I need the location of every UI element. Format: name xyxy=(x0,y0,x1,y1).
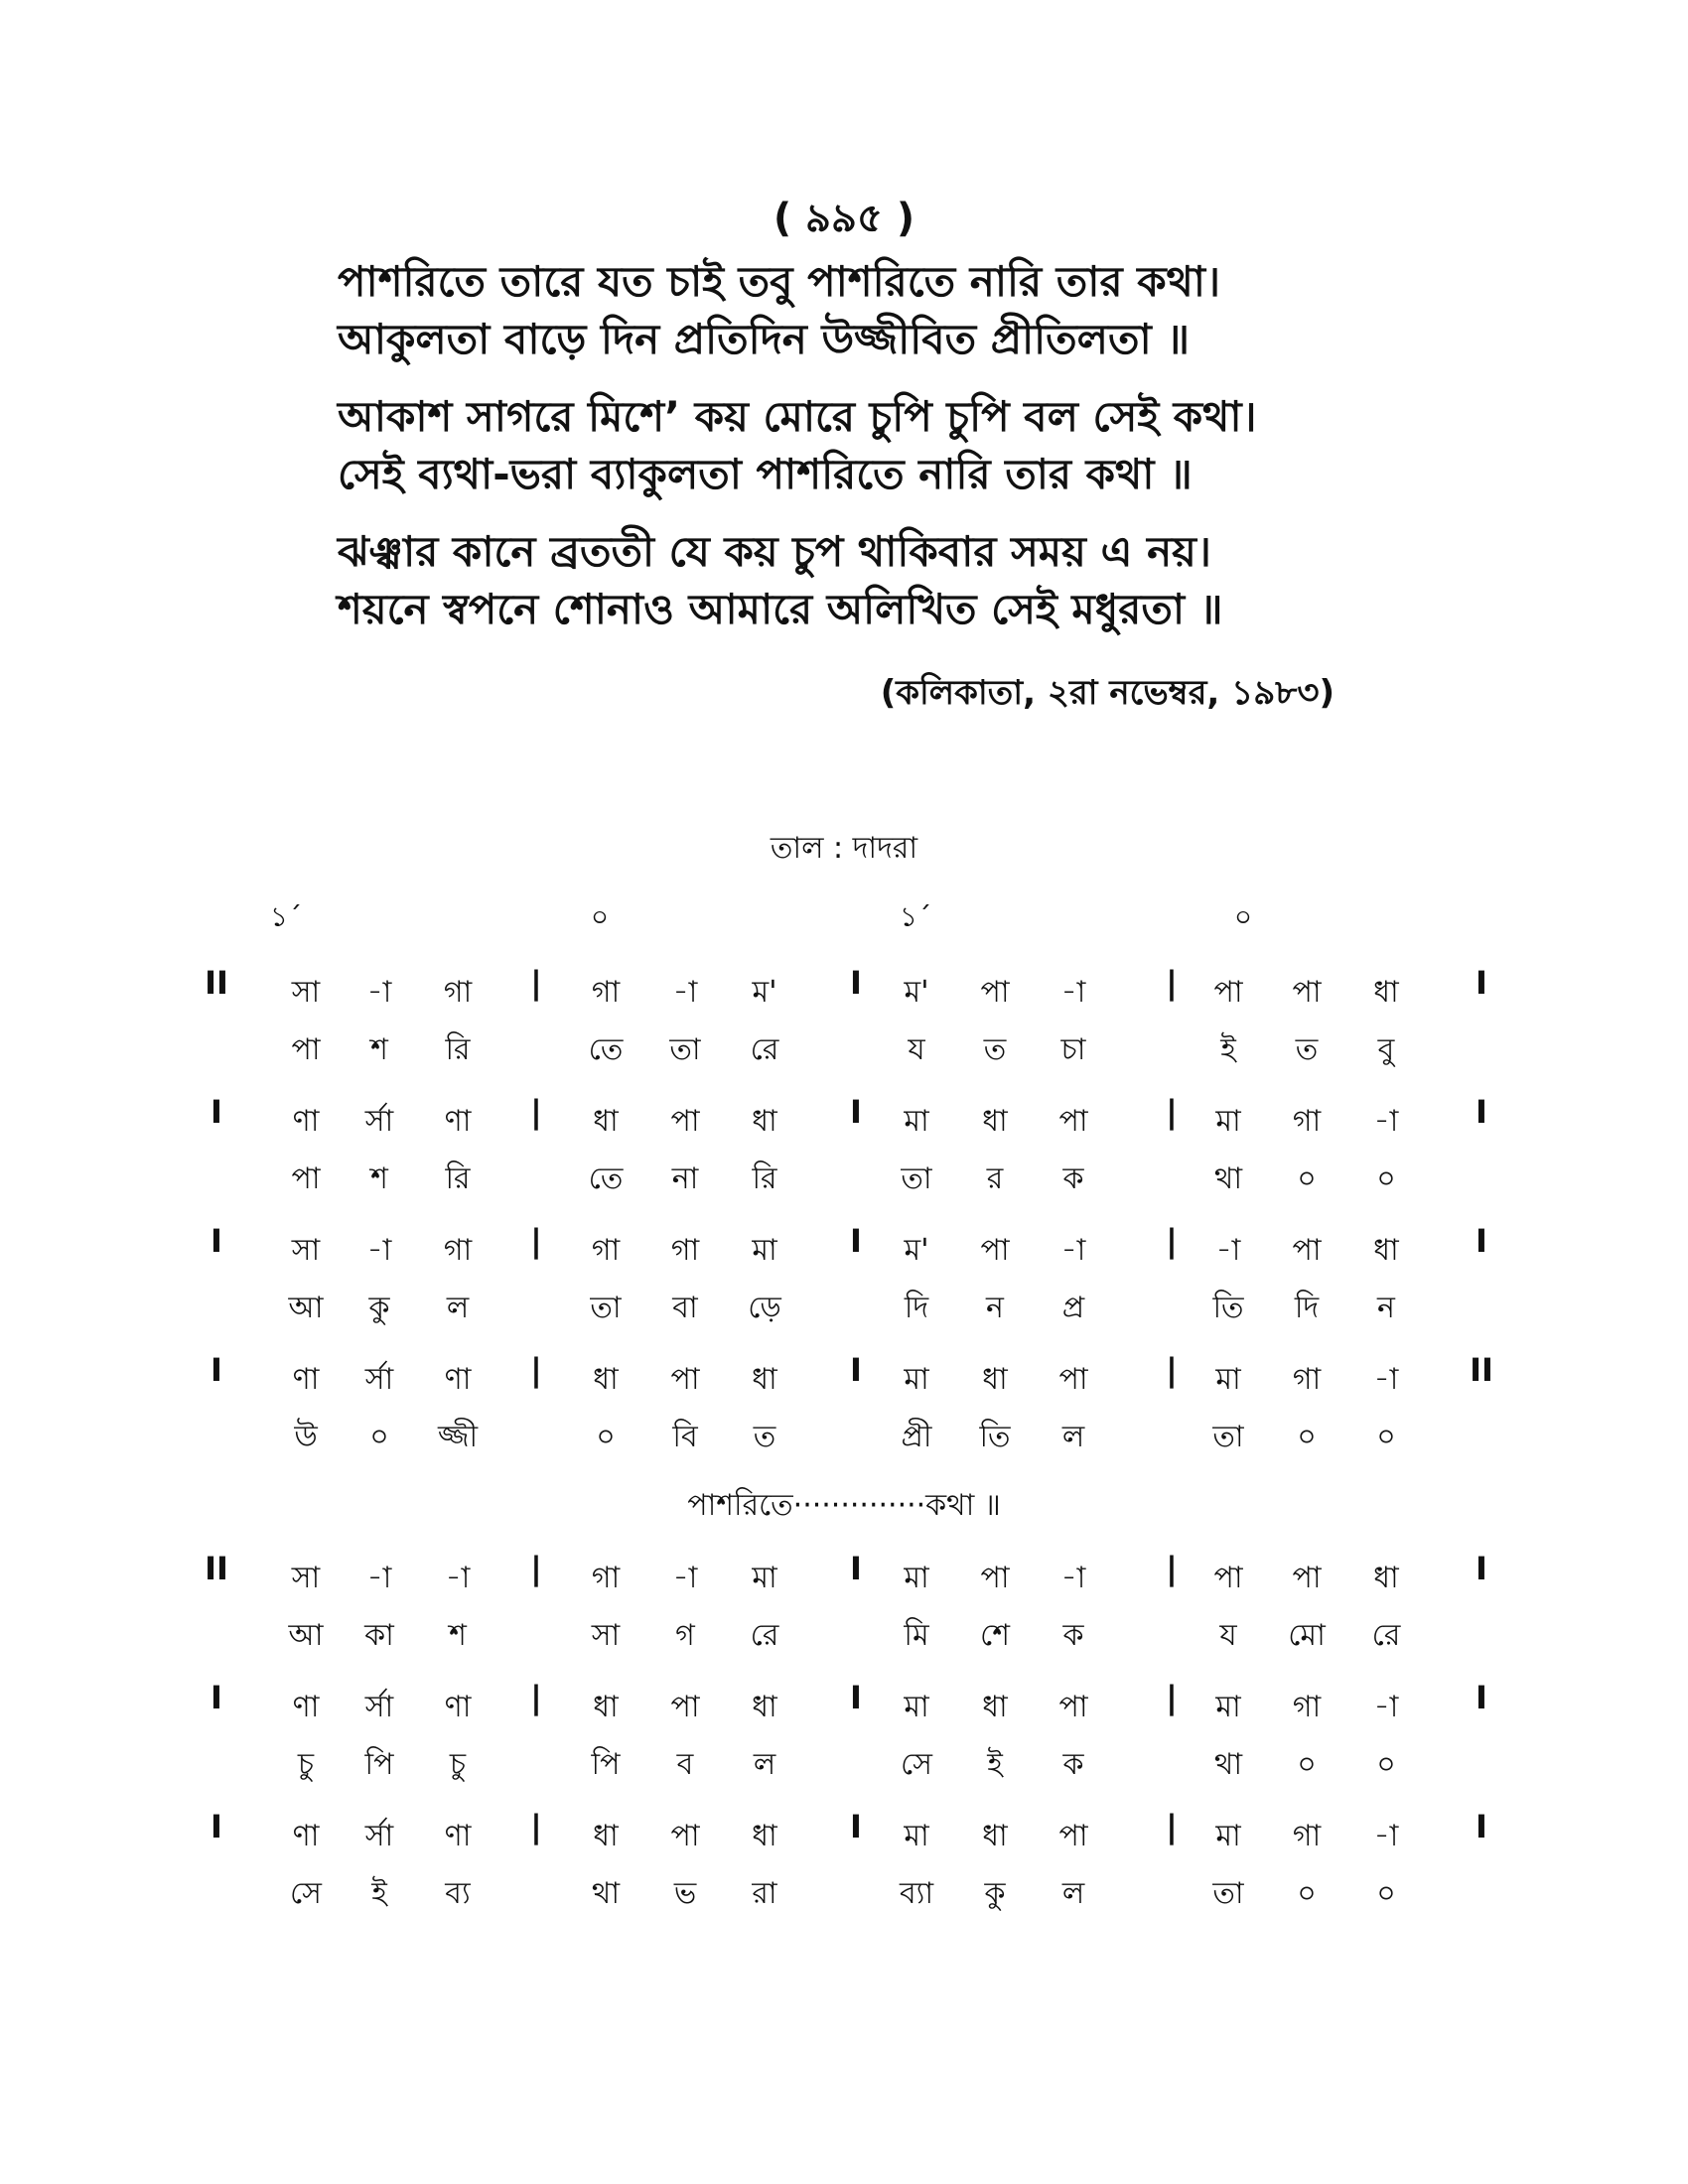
lyric-syllable: য xyxy=(908,1032,925,1067)
lyric-syllable: মি xyxy=(904,1618,929,1653)
swara-note: -া xyxy=(1060,1233,1086,1268)
lyric-line: শয়নে স্বপনে শোনাও আমারে অলিখিত সেই মধুরতা ॥ xyxy=(338,585,1223,633)
lyric-line: পাশরিতে তারে যত চাই তবু পাশরিতে নারি তার কথা। xyxy=(338,257,1220,306)
lyric-syllable: ত xyxy=(1295,1032,1319,1067)
lyric-syllable: ত xyxy=(983,1032,1007,1067)
lyric-syllable: তা xyxy=(590,1291,622,1325)
lyric-syllable: ০ xyxy=(1297,1876,1317,1911)
lyric-syllable: তি xyxy=(1212,1291,1244,1325)
lyric-syllable: ল xyxy=(446,1291,470,1325)
swara-note: গা xyxy=(591,1233,621,1268)
bar-line-close: I xyxy=(1476,1808,1487,1845)
lyric-syllable: ০ xyxy=(1376,1161,1396,1196)
lyric-syllable: ই xyxy=(987,1747,1003,1782)
swara-note: মা xyxy=(1215,1104,1241,1139)
lyric-syllable: উ xyxy=(294,1420,318,1454)
swara-note: পা xyxy=(980,1233,1010,1268)
lyric-syllable: আ xyxy=(288,1291,324,1325)
lyric-syllable: ০ xyxy=(1297,1161,1317,1196)
bar-separator: | xyxy=(1166,964,1178,1002)
swara-note: ধা xyxy=(593,1362,619,1397)
lyric-syllable: মো xyxy=(1288,1618,1326,1653)
swara-note: -া xyxy=(1373,1362,1399,1397)
bar-separator: | xyxy=(530,1351,542,1389)
swara-note: ণা xyxy=(444,1104,472,1139)
bar-separator: | xyxy=(1166,1093,1178,1131)
lyric-syllable: শ xyxy=(370,1032,388,1067)
lyric-syllable: তা xyxy=(669,1032,701,1067)
refrain-line: পাশরিতে··············কথা ॥ xyxy=(687,1488,1001,1523)
lyric-syllable: ০ xyxy=(1297,1420,1317,1454)
swara-note: ম' xyxy=(904,975,929,1010)
lyric-syllable: ০ xyxy=(369,1420,389,1454)
bar-separator: | xyxy=(530,1093,542,1131)
swara-note: ধা xyxy=(752,1819,777,1853)
lyric-syllable: ব xyxy=(676,1747,694,1782)
lyric-syllable: রে xyxy=(750,1032,779,1067)
bar-line-open: I xyxy=(211,1808,222,1845)
bar-separator: | xyxy=(530,1679,542,1716)
lyric-syllable: ন xyxy=(986,1291,1004,1325)
bar-separator: | xyxy=(530,1550,542,1587)
lyric-syllable: শে xyxy=(980,1618,1010,1653)
lyric-syllable: রি xyxy=(752,1161,777,1196)
bar-line-open: I xyxy=(211,1222,222,1260)
lyric-syllable: পা xyxy=(291,1161,321,1196)
lyric-syllable: ০ xyxy=(1376,1420,1396,1454)
bar-line-open: I xyxy=(211,1351,222,1389)
swara-note: র্সা xyxy=(364,1690,394,1724)
lyric-syllable: কা xyxy=(364,1618,394,1653)
bar-separator: | xyxy=(1166,1679,1178,1716)
lyric-syllable: ০ xyxy=(1376,1747,1396,1782)
lyric-syllable: ত xyxy=(753,1420,776,1454)
swara-note: মা xyxy=(904,1819,929,1853)
swara-note: পা xyxy=(670,1819,700,1853)
swara-note: পা xyxy=(1213,1561,1243,1595)
swara-note: গা xyxy=(443,975,473,1010)
swara-note: পা xyxy=(980,975,1010,1010)
swara-note: ম' xyxy=(752,975,777,1010)
swara-note: গা xyxy=(591,975,621,1010)
lyric-syllable: ব্যা xyxy=(899,1876,934,1911)
swara-note: ধা xyxy=(982,1690,1008,1724)
bar-line-close: II xyxy=(1470,1351,1493,1389)
swara-note: গা xyxy=(443,1233,473,1268)
lyric-syllable: পা xyxy=(291,1032,321,1067)
bar-separator: I xyxy=(850,1679,862,1716)
swara-note: ধা xyxy=(752,1104,777,1139)
swara-note: গা xyxy=(1292,1819,1322,1853)
swara-note: ণা xyxy=(444,1819,472,1853)
lyric-syllable: পি xyxy=(591,1747,621,1782)
lyric-syllable: বি xyxy=(672,1420,698,1454)
lyric-syllable: পি xyxy=(364,1747,394,1782)
lyric-line: ঝঞ্ঝার কানে ব্রততী যে কয় চুপ থাকিবার সময় এ নয়। xyxy=(338,527,1211,576)
lyric-syllable: সে xyxy=(901,1747,932,1782)
bar-separator: | xyxy=(1166,1808,1178,1845)
bar-separator: | xyxy=(1166,1550,1178,1587)
swara-note: পা xyxy=(1292,1561,1322,1595)
lyric-syllable: থা xyxy=(591,1876,621,1911)
swara-note: মা xyxy=(752,1561,777,1595)
lyric-syllable: ই xyxy=(1220,1032,1236,1067)
lyric-syllable: তা xyxy=(1212,1420,1244,1454)
swara-note: গা xyxy=(1292,1690,1322,1724)
lyric-syllable: দি xyxy=(1294,1291,1320,1325)
lyric-syllable: চু xyxy=(297,1747,315,1782)
bar-line-close: I xyxy=(1476,1679,1487,1716)
swara-note: মা xyxy=(904,1561,929,1595)
swara-note: ধা xyxy=(1373,1233,1399,1268)
bar-separator: I xyxy=(850,1093,862,1131)
lyric-syllable: ড়ে xyxy=(748,1291,781,1325)
swara-note: পা xyxy=(670,1104,700,1139)
swara-note: গা xyxy=(1292,1362,1322,1397)
lyric-syllable: ভ xyxy=(673,1876,697,1911)
swara-note: মা xyxy=(904,1690,929,1724)
swara-note: ধা xyxy=(1373,1561,1399,1595)
bar-separator: | xyxy=(1166,1222,1178,1260)
swara-note: -া xyxy=(1215,1233,1241,1268)
bar-line-open: II xyxy=(205,1550,228,1587)
swara-note: ধা xyxy=(752,1690,777,1724)
swara-note: ধা xyxy=(982,1819,1008,1853)
swara-note: -া xyxy=(366,975,392,1010)
lyric-syllable: ০ xyxy=(1297,1747,1317,1782)
beat-marker: ১´ xyxy=(269,900,303,933)
swara-note: সা xyxy=(291,975,321,1010)
swara-note: পা xyxy=(670,1690,700,1724)
swara-note: মা xyxy=(1215,1362,1241,1397)
swara-note: পা xyxy=(1058,1104,1088,1139)
bar-separator: I xyxy=(850,1550,862,1587)
swara-note: -া xyxy=(1060,1561,1086,1595)
swara-note: মা xyxy=(1215,1690,1241,1724)
lyric-syllable: থা xyxy=(1213,1747,1243,1782)
lyric-syllable: ন xyxy=(1377,1291,1395,1325)
swara-note: গা xyxy=(591,1561,621,1595)
lyric-syllable: ০ xyxy=(596,1420,616,1454)
bar-separator: I xyxy=(850,964,862,1002)
swara-note: ণা xyxy=(444,1362,472,1397)
lyric-syllable: ল xyxy=(1061,1876,1085,1911)
lyric-syllable: ক xyxy=(1062,1618,1084,1653)
lyric-line: সেই ব্যথা-ভরা ব্যাকুলতা পাশরিতে নারি তার কথা ॥ xyxy=(338,450,1193,498)
lyric-line: আকুলতা বাড়ে দিন প্রতিদিন উজ্জীবিত প্রীতিলতা ॥ xyxy=(338,315,1191,363)
bar-separator: I xyxy=(850,1222,862,1260)
swara-note: -া xyxy=(672,1561,698,1595)
page-number: ( ৯৯৫ ) xyxy=(773,196,915,241)
swara-note: মা xyxy=(904,1104,929,1139)
lyric-syllable: বা xyxy=(672,1291,698,1325)
swara-note: -া xyxy=(1373,1690,1399,1724)
swara-note: গা xyxy=(670,1233,700,1268)
swara-note: মা xyxy=(1215,1819,1241,1853)
lyric-syllable: দি xyxy=(904,1291,929,1325)
lyric-syllable: শ xyxy=(449,1618,467,1653)
swara-note: ণা xyxy=(292,1362,320,1397)
swara-note: -া xyxy=(366,1561,392,1595)
swara-note: র্সা xyxy=(364,1104,394,1139)
swara-note: -া xyxy=(672,975,698,1010)
swara-note: গা xyxy=(1292,1104,1322,1139)
lyric-syllable: ক xyxy=(1062,1161,1084,1196)
lyric-line: আকাশ সাগরে মিশে’ কয় মোরে চুপি চুপি বল সেই কথা। xyxy=(338,392,1257,441)
lyric-syllable: শ xyxy=(370,1161,388,1196)
lyric-syllable: তে xyxy=(588,1161,624,1196)
lyric-syllable: কু xyxy=(984,1876,1006,1911)
bar-separator: | xyxy=(1166,1351,1178,1389)
lyric-syllable: ল xyxy=(753,1747,776,1782)
swara-note: -া xyxy=(366,1233,392,1268)
swara-note: ধা xyxy=(593,1819,619,1853)
bar-line-close: I xyxy=(1476,1550,1487,1587)
swara-note: সা xyxy=(291,1233,321,1268)
swara-note: ধা xyxy=(982,1362,1008,1397)
bar-line-close: I xyxy=(1476,1222,1487,1260)
place-date: (কলিকাতা, ২রা নভেম্বর, ১৯৮৩) xyxy=(880,673,1335,713)
swara-note: ণা xyxy=(292,1104,320,1139)
swara-note: -া xyxy=(1373,1104,1399,1139)
swara-note: মা xyxy=(904,1362,929,1397)
swara-note: ধা xyxy=(1373,975,1399,1010)
swara-note: পা xyxy=(1058,1362,1088,1397)
swara-note: ধা xyxy=(752,1362,777,1397)
lyric-syllable: তা xyxy=(901,1161,932,1196)
bar-line-open: I xyxy=(211,1679,222,1716)
swara-note: পা xyxy=(1213,975,1243,1010)
lyric-syllable: না xyxy=(671,1161,699,1196)
lyric-syllable: জ্জী xyxy=(437,1420,479,1454)
lyric-syllable: ল xyxy=(1061,1420,1085,1454)
swara-note: মা xyxy=(752,1233,777,1268)
lyric-syllable: সে xyxy=(290,1876,322,1911)
swara-note: ধা xyxy=(982,1104,1008,1139)
lyric-syllable: ০ xyxy=(1376,1876,1396,1911)
taal-heading: তাল : দাদরা xyxy=(770,831,918,866)
swara-note: পা xyxy=(1058,1819,1088,1853)
beat-marker: ০ xyxy=(590,900,610,933)
bar-separator: | xyxy=(530,964,542,1002)
lyric-syllable: সা xyxy=(591,1618,621,1653)
swara-note: পা xyxy=(1292,975,1322,1010)
lyric-syllable: রা xyxy=(752,1876,777,1911)
lyric-syllable: র xyxy=(986,1161,1004,1196)
lyric-syllable: চু xyxy=(449,1747,467,1782)
bar-separator: | xyxy=(530,1808,542,1845)
swara-note: পা xyxy=(1058,1690,1088,1724)
lyric-syllable: ব্য xyxy=(445,1876,471,1911)
lyric-syllable: রি xyxy=(445,1032,471,1067)
beat-marker: ১´ xyxy=(899,900,932,933)
swara-note: পা xyxy=(670,1362,700,1397)
bar-line-close: I xyxy=(1476,1093,1487,1131)
bar-line-open: II xyxy=(205,964,228,1002)
lyric-syllable: রে xyxy=(1371,1618,1401,1653)
lyric-syllable: তা xyxy=(1212,1876,1244,1911)
bar-separator: I xyxy=(850,1351,862,1389)
swara-note: সা xyxy=(291,1561,321,1595)
swara-note: ণা xyxy=(292,1690,320,1724)
lyric-syllable: তি xyxy=(979,1420,1011,1454)
lyric-syllable: কু xyxy=(368,1291,390,1325)
swara-note: র্সা xyxy=(364,1819,394,1853)
swara-note: ণা xyxy=(444,1690,472,1724)
swara-note: -া xyxy=(1373,1819,1399,1853)
lyric-syllable: রি xyxy=(445,1161,471,1196)
lyric-syllable: গ xyxy=(675,1618,695,1653)
swara-note: র্সা xyxy=(364,1362,394,1397)
lyric-syllable: থা xyxy=(1213,1161,1243,1196)
swara-note: ণা xyxy=(292,1819,320,1853)
swara-note: পা xyxy=(980,1561,1010,1595)
bar-separator: I xyxy=(850,1808,862,1845)
lyric-syllable: আ xyxy=(288,1618,324,1653)
swara-note: ধা xyxy=(593,1104,619,1139)
swara-note: -া xyxy=(1060,975,1086,1010)
lyric-syllable: ই xyxy=(371,1876,387,1911)
lyric-syllable: প্র xyxy=(1061,1291,1085,1325)
lyric-syllable: প্রী xyxy=(901,1420,932,1454)
bar-line-close: I xyxy=(1476,964,1487,1002)
swara-note: ধা xyxy=(593,1690,619,1724)
bar-separator: | xyxy=(530,1222,542,1260)
lyric-syllable: রে xyxy=(750,1618,779,1653)
lyric-syllable: য xyxy=(1219,1618,1237,1653)
swara-note: ম' xyxy=(904,1233,929,1268)
bar-line-open: I xyxy=(211,1093,222,1131)
swara-note: পা xyxy=(1292,1233,1322,1268)
lyric-syllable: চা xyxy=(1060,1032,1086,1067)
lyric-syllable: ক xyxy=(1062,1747,1084,1782)
lyric-syllable: তে xyxy=(588,1032,624,1067)
lyric-syllable: বু xyxy=(1377,1032,1395,1067)
beat-marker: ০ xyxy=(1233,900,1253,933)
swara-note: -া xyxy=(445,1561,471,1595)
